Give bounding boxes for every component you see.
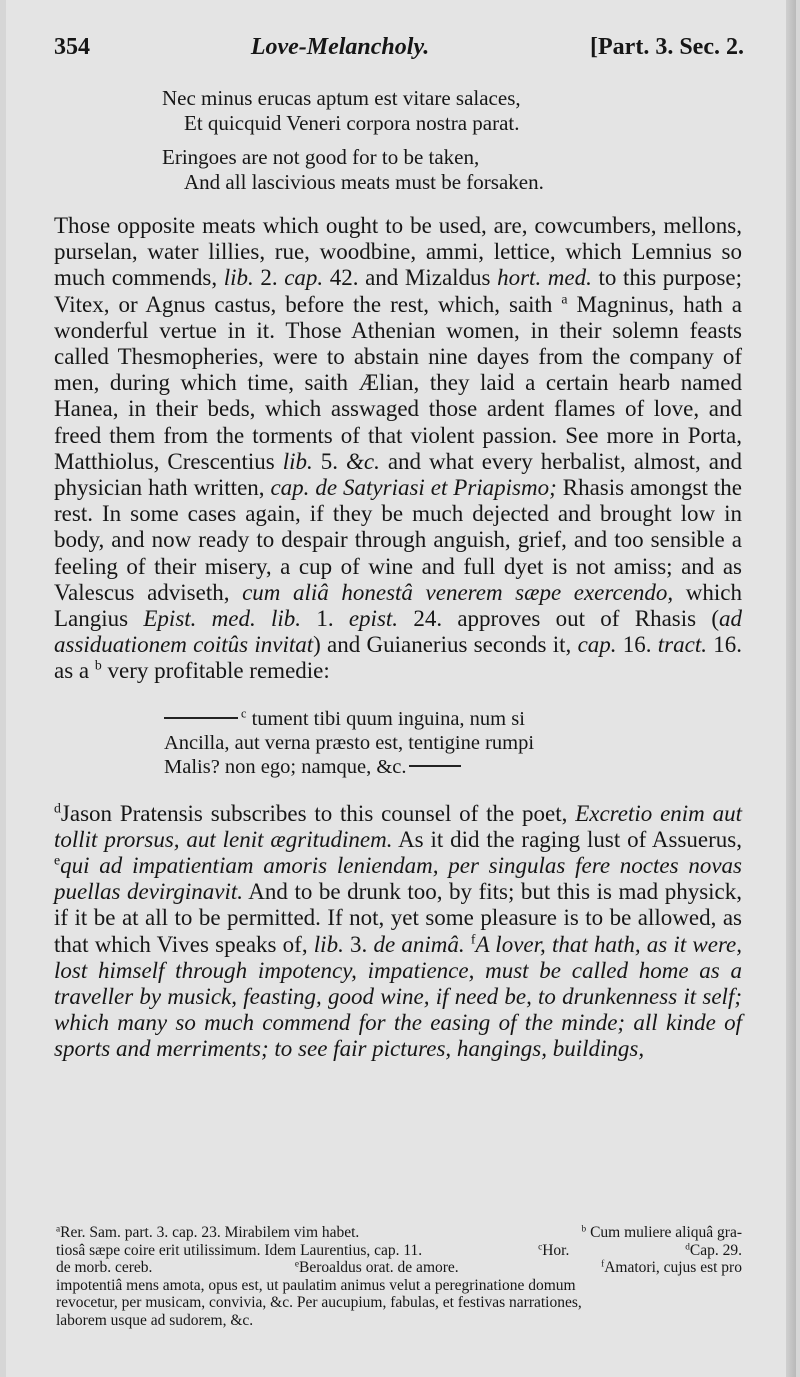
italic-run: tract. <box>657 632 707 658</box>
running-title: Love-Melancholy. <box>250 34 430 60</box>
italic-run: qui ad impatientiam amoris leniendam, per singulas fere noctes novas puellas devirginavit. <box>54 853 742 905</box>
italic-run: Excretio enim aut tollit prorsus, aut lenit ægritudinem. <box>54 800 743 852</box>
footnote-text: tiosâ sæpe coire erit utilissimum. Idem Laurentius, cap. 11. <box>56 1241 423 1259</box>
italic-run: Epist. med. lib. <box>143 606 302 632</box>
text-run: 24. approves out of Rhasis ( <box>398 606 719 632</box>
verse-line: And all lascivious meats must be forsaken. <box>184 170 544 194</box>
text-run: 3. <box>343 931 374 957</box>
dash-rule <box>409 765 461 767</box>
text-run: 42. and Mizaldus <box>323 265 498 291</box>
quote-line: Ancilla, aut verna præsto est, tentigine rumpi <box>164 731 535 754</box>
footnote-marker: c <box>538 1241 543 1252</box>
footnote-ref-d[interactable]: d <box>54 800 61 816</box>
quote-line: tument tibi quum inguina, num si <box>246 707 525 730</box>
text-run: which Langius <box>54 579 742 632</box>
verse-line: Nec minus erucas aptum est vitare salaces, <box>162 86 521 110</box>
text-run: 1. <box>301 606 349 632</box>
page-number: 354 <box>54 34 90 60</box>
italic-run: de animâ. <box>373 931 465 957</box>
footnote-marker: f <box>601 1259 605 1270</box>
text-run: and what every herbalist, almost, and physician hath written, <box>54 448 743 501</box>
italic-run: ad assiduationem coitûs invitat <box>54 606 742 658</box>
italic-run: lib. <box>223 265 254 291</box>
italic-run: cap. <box>284 265 324 291</box>
paragraph-1 <box>54 213 744 685</box>
footnote-text: Beroaldus orat. de amore. <box>298 1259 459 1276</box>
text-run: 16. as a <box>54 632 743 684</box>
footnote-line: laborem usque ad sudorem, &c. <box>56 1311 254 1329</box>
footnote-ref-f[interactable]: f <box>470 931 476 947</box>
verse-line: Eringoes are not good for to be taken, <box>162 145 480 169</box>
footnote-text: de morb. cereb. <box>56 1259 153 1276</box>
italic-run: epist. <box>348 606 399 632</box>
footnote-line: revocetur, per musicam, convivia, &c. Per aucupium, fabulas, et festivas narrationes, <box>56 1294 582 1311</box>
footnote-ref-e[interactable]: e <box>54 852 61 868</box>
italic-run: A lover, that hath, as it were, lost himself through impotency, impatience, must be called home as a traveller by musick, feasting, good wine, if need be, to drunkenness it self; which many so much commend for the easing of the minde; all kinde of sports and merriments; to see fair pictures, hangings, buildings, <box>54 931 743 1062</box>
footnote-marker: e <box>294 1259 299 1270</box>
running-head <box>54 34 744 78</box>
latin-verse <box>54 86 744 136</box>
footnote-marker: d <box>685 1241 690 1252</box>
footnote-line: impotentiâ mens amota, opus est, ut paulatim animus velut a peregrinatione domum <box>56 1276 576 1294</box>
text-run: As it did the raging lust of Assuerus, <box>392 826 742 852</box>
text-run: 16. <box>616 632 658 658</box>
text-run: Rhasis amongst the rest. In some cases again, if they be much dejected and brought low in body, and now ready to despair through anguish, grief, and too sensible a feeling of their misery, a cup of wine and full dyet is not amiss; and as Valescus adviseth, <box>54 475 742 605</box>
footnote-text: Cum muliere aliquâ gra- <box>590 1224 742 1241</box>
english-verse <box>54 145 744 195</box>
footnote-text: Rer. Sam. part. 3. cap. 23. Mirabilem vim habet. <box>60 1224 360 1241</box>
text-run: to this purpose; Vitex, or Agnus castus, before the rest, which, saith <box>54 265 742 317</box>
italic-run: cum aliâ honestâ venerem sæpe exercendo, <box>242 579 674 605</box>
footnote-line <box>56 1224 742 1242</box>
text-run: Those opposite meats which ought to be used, are, cowcumbers, mellons, purselan, water lillies, rue, woodbine, ammi, lettice, which Lemnius so much commends, <box>54 213 742 291</box>
italic-run: lib. <box>313 931 344 957</box>
footnote-ref-b[interactable]: b <box>94 658 102 674</box>
footnote-text: Amatori, cujus est pro <box>604 1259 742 1276</box>
italic-run: &c. <box>345 448 380 474</box>
verse-line: Et quicquid Veneri corpora nostra parat. <box>184 111 520 135</box>
text-run: 2. <box>253 265 285 291</box>
dash-rule <box>164 717 238 719</box>
text-run: very profitable remedie: <box>101 658 330 684</box>
paragraph-2 <box>54 801 744 1063</box>
footnote-line <box>56 1259 742 1277</box>
latin-quote <box>54 707 744 779</box>
footnote-marker: a <box>56 1224 61 1235</box>
quote-line: Malis? non ego; namque, &c. <box>164 755 407 778</box>
footnotes <box>56 1224 742 1329</box>
footnote-ref-a[interactable]: a <box>561 291 568 307</box>
footnote-ref-c[interactable]: c <box>241 706 247 721</box>
footnote-text: Cap. 29. <box>689 1241 742 1259</box>
italic-run: lib. <box>282 448 313 474</box>
text-run: Magninus, hath a wonderful vertue in it. Those Athenian women, in their solemn feasts called Thesmopheries, were to abstain nine dayes from the company of men, during which time, saith Ælian, they laid a certain hearb named Hanea, in their beds, which asswaged those ardent flames of love, and freed them from the torments of that violent passion. See more in Porta, Matthiolus, Crescentius <box>54 291 742 474</box>
italic-run: hort. med. <box>497 265 592 291</box>
italic-run: cap. <box>577 632 617 658</box>
italic-run: cap. de Satyriasi et Priapismo; <box>270 475 557 501</box>
text-run: And to be drunk too, by fits; but this is mad physick, if it be at all to be permitted. If not, yet some pleasure is to be allowed, as that which Vives speaks of, <box>54 879 742 957</box>
footnote-marker: b <box>581 1224 587 1235</box>
text-run: 5. <box>312 448 346 474</box>
text-run: Jason Pratensis subscribes to this counsel of the poet, <box>60 800 576 826</box>
footnote-line <box>56 1242 742 1260</box>
section-label: [Part. 3. Sec. 2. <box>590 34 744 60</box>
text-run: ) and Guianerius seconds it, <box>313 632 578 658</box>
footnote-text: Hor. <box>542 1241 570 1259</box>
book-page <box>6 0 790 1377</box>
